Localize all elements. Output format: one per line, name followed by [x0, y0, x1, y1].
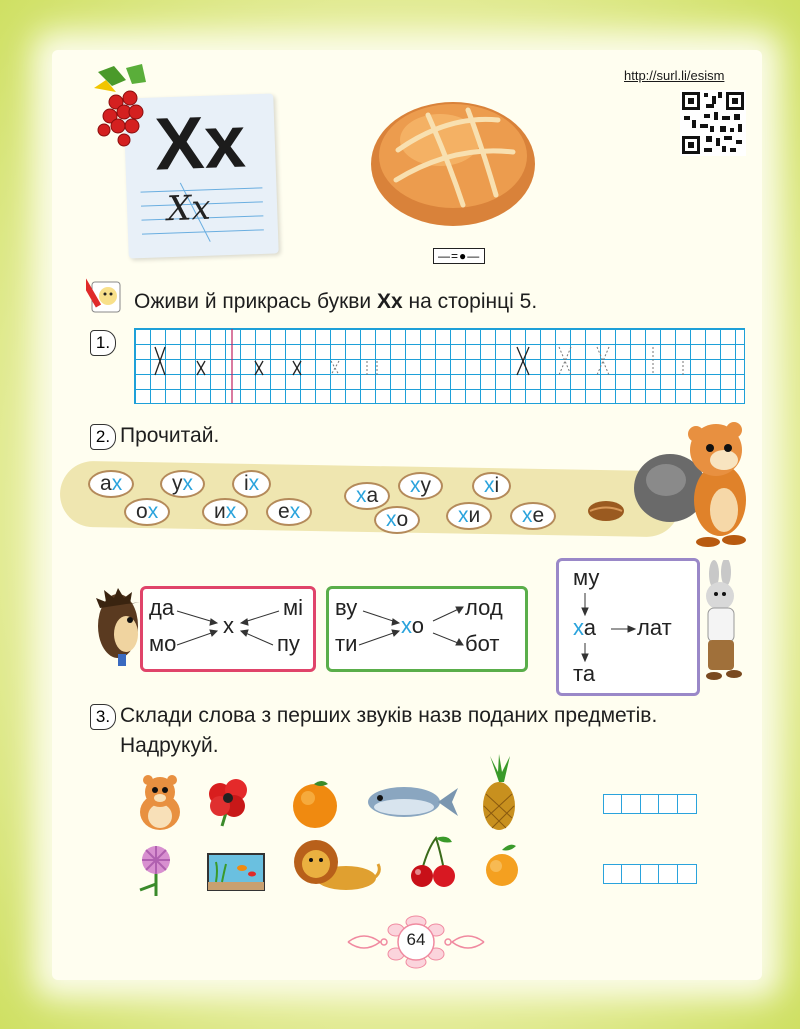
- task-1-number: 1.: [90, 330, 116, 356]
- sound-scheme: —=●—: [433, 248, 485, 264]
- task-3-line-2: Надрукуй.: [120, 734, 219, 757]
- task-3-line-1: Склади слова з перших звуків назв поданих предметів.: [120, 704, 658, 727]
- viburnum-icon: [86, 62, 166, 152]
- qr-link[interactable]: http://surl.li/esism: [624, 68, 725, 83]
- cherries-icon: [408, 834, 458, 890]
- hamster-icon: [132, 772, 188, 832]
- orange-icon: [288, 776, 342, 830]
- box3-syllable-top: му: [573, 565, 600, 590]
- task-2-number: 2.: [90, 424, 116, 450]
- hamster-with-sack-icon: [630, 410, 760, 550]
- box3-syllable-right: лат: [637, 615, 672, 640]
- syllable-ax[interactable]: а х: [88, 470, 134, 498]
- pineapple-icon: [476, 754, 522, 832]
- qr-code-icon[interactable]: [680, 90, 746, 156]
- aquarium-icon: [206, 850, 266, 892]
- answer-cells-2[interactable]: [604, 864, 697, 884]
- box2-syllable-bl: ти: [335, 631, 358, 656]
- syllable-xu[interactable]: х у: [398, 472, 443, 500]
- syllable-ix[interactable]: і х: [232, 470, 271, 498]
- box1-syllable-tl: да: [149, 595, 175, 620]
- task-3-number: 3.: [90, 704, 116, 730]
- lion-icon: [290, 834, 382, 894]
- syllable-ex[interactable]: е х: [266, 498, 312, 526]
- syllable-ux[interactable]: у х: [160, 470, 205, 498]
- instruction-top: [134, 290, 537, 314]
- grain-icon: [586, 498, 626, 524]
- box1-arrows: [143, 589, 313, 669]
- syllable-xe[interactable]: х е: [510, 502, 556, 530]
- letter-tracing: [135, 329, 744, 403]
- answer-cells-1[interactable]: [604, 794, 697, 814]
- syllable-xi[interactable]: х і: [472, 472, 511, 500]
- page-number: 64: [406, 930, 426, 949]
- box2-center-x: х: [401, 613, 412, 638]
- box1-syllable-bl: мо: [149, 631, 177, 656]
- syllable-yx[interactable]: и х: [202, 498, 248, 526]
- syllable-xo[interactable]: х о: [374, 506, 420, 534]
- aster-flower-icon: [126, 840, 186, 896]
- word-box-1: [140, 586, 316, 672]
- box3-syllable-bottom: та: [573, 661, 596, 686]
- box2-syllable-tl: ву: [335, 595, 358, 620]
- rabbit-icon: [696, 560, 760, 692]
- box3-center-x: х: [573, 615, 584, 640]
- syllable-xy[interactable]: х и: [446, 502, 492, 530]
- syllable-ox[interactable]: о х: [124, 498, 170, 526]
- box3-arrows: [559, 561, 697, 693]
- writing-grid[interactable]: [134, 328, 745, 404]
- box2-syllable-tr: лод: [465, 595, 503, 620]
- instruction-bold-letters: Хх: [376, 290, 403, 313]
- word-box-3: [556, 558, 700, 696]
- instruction-text: Оживи й прикрась букви: [134, 290, 377, 313]
- word-box-2: [326, 586, 528, 672]
- fish-icon: [364, 780, 460, 824]
- big-letters: Хх: [153, 99, 247, 186]
- task-2-title: Прочитай.: [120, 424, 220, 447]
- script-letters: Хх: [166, 187, 212, 230]
- pencil-paper-icon: [86, 276, 126, 316]
- box1-syllable-br: пу: [277, 631, 300, 656]
- apricot-icon: [482, 840, 522, 890]
- bread-loaf-icon: [368, 90, 538, 230]
- box2-center-rest: о: [411, 613, 425, 638]
- box1-syllable-tr: мі: [283, 595, 304, 620]
- box2-arrows: [329, 589, 525, 669]
- box3-center-rest: а: [583, 615, 597, 640]
- syllable-xa[interactable]: х а: [344, 482, 390, 510]
- hedgehog-icon: [96, 588, 144, 668]
- instruction-text-end: на сторінці 5.: [402, 290, 538, 313]
- box1-center-letter: х: [223, 613, 234, 638]
- box2-syllable-br: бот: [465, 631, 500, 656]
- poppy-icon: [204, 776, 256, 828]
